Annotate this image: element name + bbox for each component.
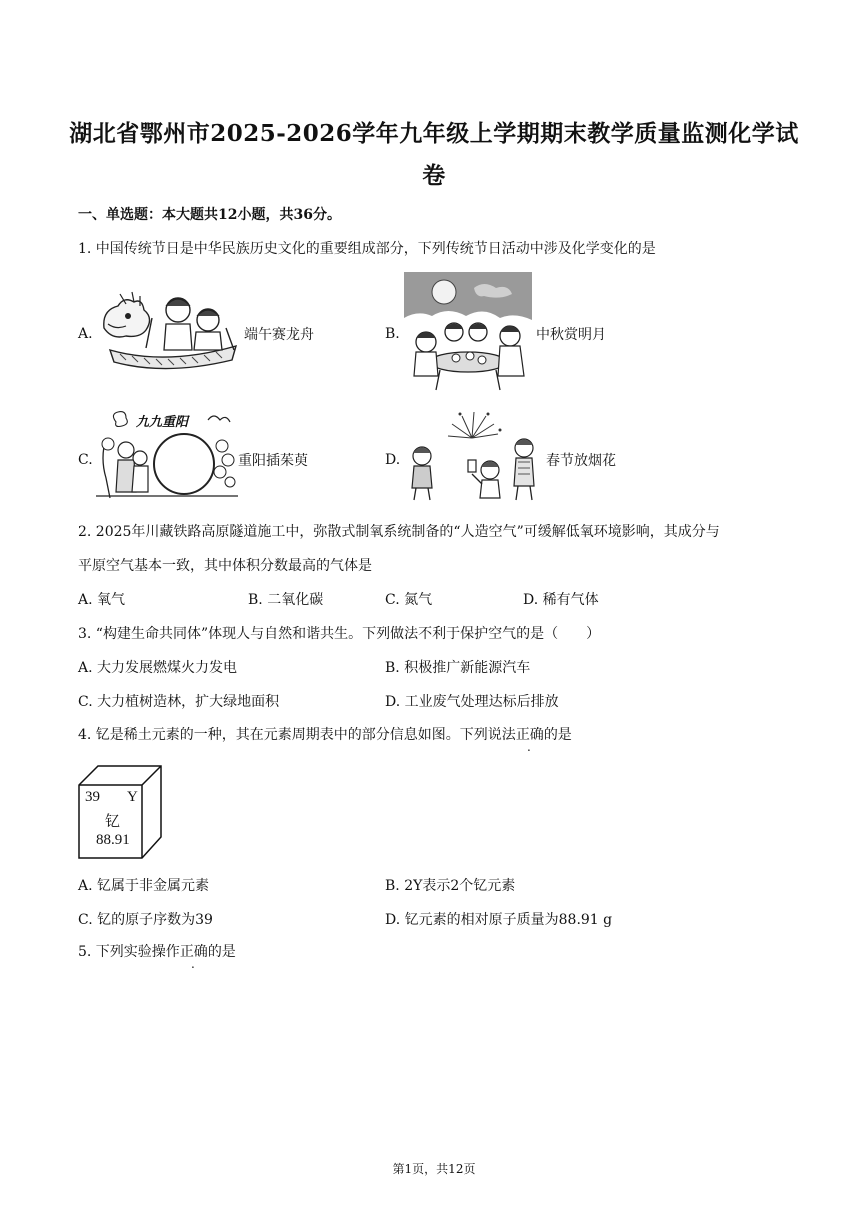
question-4-stem-post: 的是: [543, 727, 572, 743]
question-4-stem-emphasis: 正确: [515, 727, 544, 743]
dragon-boat-illustration: [96, 288, 240, 376]
question-3-stem: 3. “构建生命共同体”体现人与自然和谐共生。下列做法不利于保护空气的是（ ）: [78, 626, 601, 642]
option-a-caption: 端午赛龙舟: [244, 327, 314, 343]
question-5-stem: [78, 942, 236, 962]
question-4-option-c: C. 钇的原子序数为39: [78, 912, 213, 928]
moon-festival-illustration: [404, 272, 532, 392]
question-2-option-b: B. 二氧化碳: [248, 592, 324, 608]
option-b-caption: 中秋赏明月: [536, 327, 606, 343]
question-5-stem-post: 的是: [207, 944, 236, 960]
option-b-letter: B.: [385, 326, 400, 342]
question-4-stem: [78, 725, 572, 745]
question-4-option-a: A. 钇属于非金属元素: [78, 878, 210, 894]
page-title-line2: 卷: [422, 162, 446, 189]
fireworks-illustration: [402, 408, 542, 502]
page-footer: 第1页，共12页: [392, 1162, 476, 1176]
element-name: 钇: [105, 814, 121, 830]
question-4-stem-pre: 4. 钇是稀土元素的一种，其在元素周期表中的部分信息如图。下列说法: [78, 727, 516, 743]
element-symbol: Y: [127, 789, 138, 805]
question-5-stem-emphasis: 正确: [179, 944, 208, 960]
question-5-stem-pre: 5. 下列实验操作: [78, 944, 180, 960]
option-a-letter: A.: [78, 326, 93, 342]
question-2-stem-line1: 2. 2025年川藏铁路高原隧道施工中，弥散式制氧系统制备的“人造空气”可缓解低氧环境影响，其成分与: [78, 524, 720, 540]
question-4-option-d: D. 钇元素的相对原子质量为88.91 g: [385, 912, 613, 928]
question-2-option-c: C. 氮气: [385, 592, 433, 608]
question-2-option-d: D. 稀有气体: [523, 592, 599, 608]
element-mass: 88.91: [96, 832, 130, 848]
section-heading: 一、单选题：本大题共12小题，共36分。: [78, 207, 341, 223]
question-1-stem: 1. 中国传统节日是中华民族历史文化的重要组成部分，下列传统节日活动中涉及化学变化的是: [78, 241, 656, 257]
question-2-option-a: A. 氧气: [78, 592, 126, 608]
option-c-letter: C.: [78, 452, 93, 468]
double-ninth-image-text: 九九重阳: [136, 415, 189, 430]
option-d-caption: 春节放烟花: [546, 453, 616, 469]
double-ninth-illustration: [96, 408, 238, 502]
element-atomic-number: 39: [85, 789, 100, 805]
page-title-line1: 湖北省鄂州市2025-2026学年九年级上学期期末教学质量监测化学试: [69, 120, 799, 147]
question-3-option-b: B. 积极推广新能源汽车: [385, 660, 531, 676]
question-3-option-d: D. 工业废气处理达标后排放: [385, 694, 559, 710]
question-3-option-a: A. 大力发展燃煤火力发电: [78, 660, 238, 676]
question-3-option-c: C. 大力植树造林，扩大绿地面积: [78, 694, 280, 710]
question-4-option-b: B. 2Y表示2个钇元素: [385, 878, 516, 894]
question-2-stem-line2: 平原空气基本一致，其中体积分数最高的气体是: [78, 558, 372, 574]
option-d-letter: D.: [385, 452, 401, 468]
option-c-caption: 重阳插茱萸: [238, 453, 308, 469]
